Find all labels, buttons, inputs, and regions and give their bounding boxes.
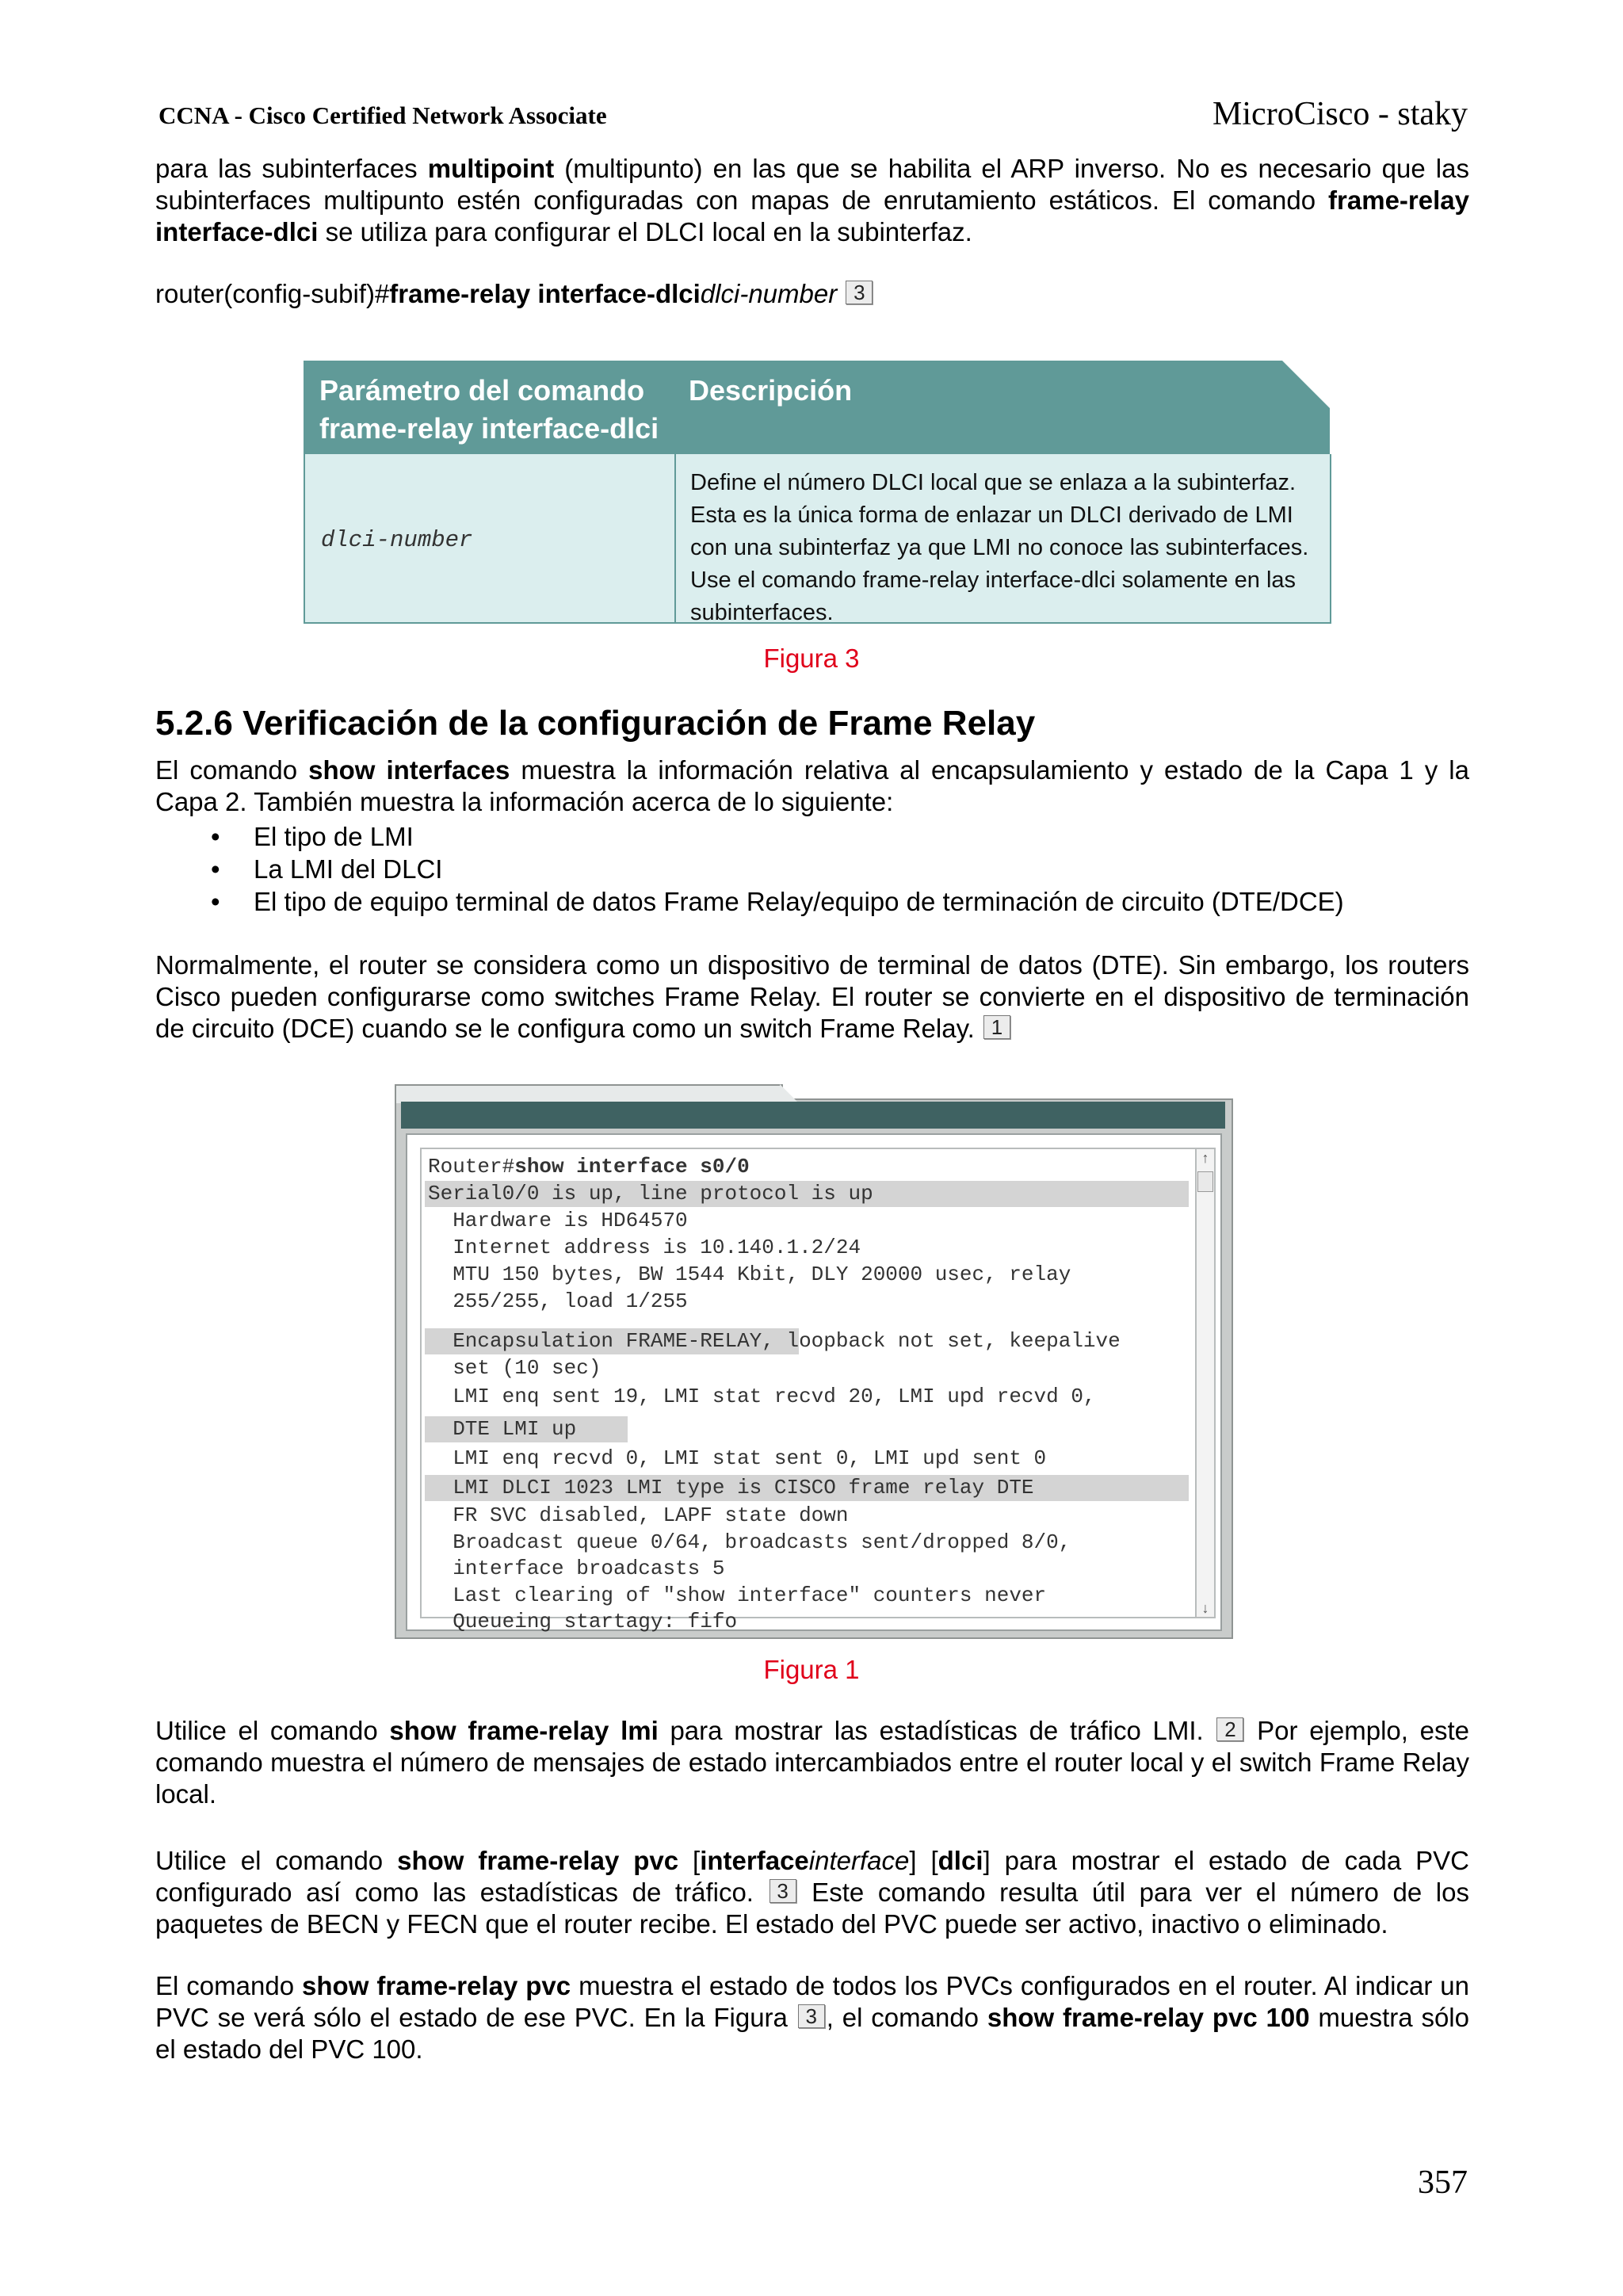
terminal-command: show interface s0/0 [514,1155,750,1179]
text-run: Utilice el comando [155,1846,398,1875]
folded-corner [1282,361,1330,408]
terminal-window [406,1133,1222,1631]
scroll-down-icon[interactable]: ↓ [1201,1600,1209,1616]
intro-paragraph [155,153,1469,248]
pvc100-paragraph [155,1970,1469,2065]
bold-run: frame-relay interface-dlci [155,185,1469,246]
terminal-tab [395,1084,783,1103]
bold-run: show interfaces [308,755,510,785]
text-run: muestra sólo el estado del PVC 100. [155,2003,1469,2064]
command-syntax [155,279,874,309]
text-run: [ [678,1846,701,1875]
text-run: para las subinterfaces [155,154,428,183]
terminal-line: DTE LMI up [428,1417,577,1441]
text-run: muestra la información relativa al encapsulamiento y estado de la Capa 1 y la Capa 2. También muestra la información acerca de lo siguiente: [155,755,1469,816]
command-prefix: router(config-subif)# [155,279,390,308]
bold-run: dlci [938,1846,983,1875]
terminal-line: interface broadcasts 5 [428,1557,725,1580]
text-run: ] para mostrar el estado de cada PVC configurado así como las estadísticas de tráfico. [155,1846,1469,1907]
dte-paragraph [155,949,1469,1045]
terminal-line: Serial0/0 is up, line protocol is up [428,1182,873,1205]
terminal-line: set (10 sec) [428,1356,601,1380]
section-title: 5.2.6 Verificación de la configuración de Frame Relay [155,704,1036,743]
terminal-scrollbar[interactable] [1195,1148,1216,1618]
terminal-line: Last clearing of "show interface" counters never [428,1584,1047,1607]
italic-run: interface [808,1846,910,1875]
text-run: para mostrar las estadísticas de tráfico LMI. [658,1716,1204,1745]
figure-ref-button[interactable]: 1 [983,1015,1010,1039]
figure-ref-button[interactable]: 2 [1216,1717,1243,1741]
text-run: Por ejemplo, este comando muestra el número de mensajes de estado intercambiados entre el router local y el switch Frame Relay local. [155,1716,1469,1809]
parameter-table [304,361,1330,624]
table-header-parameter: Parámetro del comando frame-relay interface-dlci [319,374,659,445]
bold-run: show frame-relay pvc 100 [987,2003,1310,2032]
terminal-line: Hardware is HD64570 [428,1209,688,1232]
terminal-line: MTU 150 bytes, BW 1544 Kbit, DLY 20000 usec, relay [428,1263,1071,1286]
text-run: Utilice el comando [155,1716,390,1745]
figure-caption: Figura 1 [763,1655,860,1684]
list-item-text: El tipo de equipo terminal de datos Frame Relay/equipo de terminación de circuito (DTE/DCE) [254,887,1344,916]
figure-ref-button[interactable]: 3 [769,1879,796,1903]
command-keyword: frame-relay interface-dlci [389,279,701,308]
bold-run: show frame-relay pvc [397,1846,679,1875]
bold-run: multipoint [427,154,555,183]
bold-run: show frame-relay lmi [389,1716,659,1745]
bullet-icon: • [211,887,220,916]
table-header-row [304,361,1330,454]
scroll-thumb[interactable] [1197,1171,1213,1192]
table-row [304,454,1331,624]
list-item-text: La LMI del DLCI [254,854,443,884]
text-run: Normalmente, el router se considera como un dispositivo de terminal de datos (DTE). Sin embargo, los routers Cisco pueden configurarse como switches Frame Relay. El router se convierte en el dispositivo de terminación de circuito (DCE) cuando se le configura como un switch Frame Relay. [155,950,1469,1043]
terminal-line: LMI enq sent 19, LMI stat recvd 20, LMI upd recvd 0, [428,1385,1096,1408]
table-column-divider [674,361,676,622]
terminal-tab-slope [780,1084,797,1102]
terminal-line: LMI enq recvd 0, LMI stat sent 0, LMI upd sent 0 [428,1446,1047,1470]
terminal-line: 255/255, load 1/255 [428,1289,688,1313]
figure-ref-button[interactable]: 3 [798,2004,825,2028]
text-run: Este comando resulta útil para ver el número de los paquetes de BECN y FECN que el router recibe. El estado del PVC puede ser activo, inactivo o eliminado. [155,1878,1469,1939]
terminal-line: Queueing startagy: fifo [428,1610,738,1633]
terminal-line: Broadcast queue 0/64, broadcasts sent/dropped 8/0, [428,1530,1071,1554]
list-item [155,853,1344,885]
terminal-line: Internet address is 10.140.1.2/24 [428,1236,861,1259]
table-header-description: Descripción [689,374,853,407]
bullet-icon: • [211,854,220,884]
header-title: CCNA - Cisco Certified Network Associate [158,101,607,129]
terminal-prompt: Router# [428,1155,515,1179]
text-run: El comando [155,1971,303,2000]
pvc-paragraph [155,1845,1469,1940]
command-argument: dlci-number [700,279,838,308]
text-run: El comando [155,755,309,785]
list-item [155,820,1344,853]
figure-caption: Figura 3 [763,644,860,673]
bullet-icon: • [211,822,220,851]
terminal-command-line [428,1154,750,1180]
text-run: , el comando [826,2003,987,2032]
table-cell-description: Define el número DLCI local que se enlaza a la subinterfaz. Esta es la única forma de enlazar un DLCI derivado de LMI con una subinterfaz ya que LMI no conoce las subinterfaces. Use el comando frame-relay interface-dlci solamente en las subinterfaces. [690,470,1309,625]
terminal-title-bar [401,1102,1225,1129]
text-run: se utiliza para configurar el DLCI local en la subinterfaz. [318,217,972,246]
text-run: muestra el estado de todos los PVCs configurados en el router. Al indicar un PVC se verá sólo el estado de ese PVC. En la Figura [155,1971,1470,2032]
page-number: 357 [1418,2164,1468,2201]
list-item-text: El tipo de LMI [254,822,414,851]
show-interfaces-paragraph [155,755,1469,818]
text-run: (multipunto) en las que se habilita el ARP inverso. No es necesario que las subinterfaces multipunto estén configuradas con mapas de enrutamiento estáticos. El comando [155,154,1469,215]
terminal-line: FR SVC disabled, LAPF state down [428,1503,849,1527]
terminal-line: Encapsulation FRAME-RELAY, loopback not set, keepalive [428,1329,1121,1353]
bullet-list [155,820,1344,918]
list-item [155,885,1344,918]
lmi-paragraph [155,1715,1469,1810]
bold-run: show frame-relay pvc [302,1971,571,2000]
scroll-up-icon[interactable]: ↑ [1201,1150,1209,1166]
figure-ref-button[interactable]: 3 [846,281,873,304]
terminal-figure [395,1084,1233,1639]
bold-run: interface [700,1846,809,1875]
table-cell-parameter: dlci-number [321,527,473,553]
terminal-line: LMI DLCI 1023 LMI type is CISCO frame relay DTE [428,1476,1034,1499]
header-author: MicroCisco - staky [1212,96,1468,132]
terminal-output [420,1148,1197,1633]
text-run: ] [ [909,1846,938,1875]
